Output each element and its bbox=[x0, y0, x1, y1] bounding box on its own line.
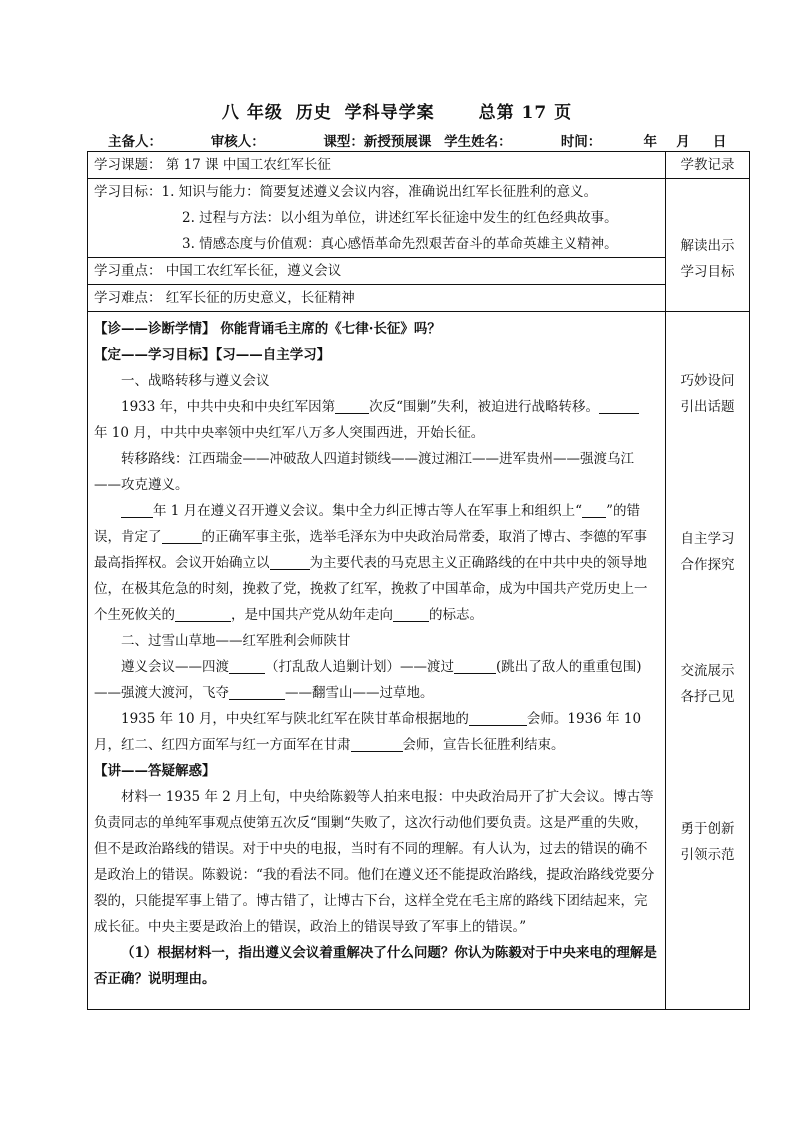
meta-line bbox=[108, 130, 727, 150]
text: 1935 年 10 月，中央红军与陕北红军在陕甘革命根据地的 bbox=[121, 711, 469, 727]
key-point-cell: 学习重点： 中国工农红军长征，遵义会议 bbox=[88, 258, 666, 285]
doc-type: 学科导学案 bbox=[344, 103, 435, 123]
objectives-label: 学习目标： bbox=[94, 184, 162, 200]
blank bbox=[393, 605, 429, 622]
blank bbox=[229, 683, 285, 700]
side-note-text: 交流展示 bbox=[680, 663, 735, 679]
section-1-title: 一、战略转移与遵义会议 bbox=[121, 373, 270, 389]
text: (跳出了敌人的重重包围)——强渡大渡河，飞夺 bbox=[94, 659, 642, 701]
side-note-text: 解读出示 bbox=[680, 238, 735, 254]
content-cell bbox=[88, 312, 666, 1010]
explain-heading: 【讲——答疑解惑】 bbox=[94, 763, 216, 779]
page-number: 总第 17 页 bbox=[478, 103, 573, 123]
text: 次反“围剿”失利，被迫进行战略转移。 bbox=[369, 399, 599, 415]
objectives-cell bbox=[88, 179, 666, 258]
blank bbox=[351, 735, 403, 752]
grade: 八 年级 bbox=[221, 103, 283, 123]
paragraph-1 bbox=[94, 394, 659, 420]
time-label: 时间： bbox=[560, 134, 602, 150]
blank bbox=[229, 657, 265, 674]
blank bbox=[599, 397, 639, 414]
blank bbox=[162, 527, 202, 544]
side-notes-column bbox=[666, 312, 750, 1010]
blank bbox=[121, 501, 153, 518]
route-paragraph: 转移路线：江西瑞金——冲破敌人四道封锁线——渡过湘江——进军贵州——强渡乌江——攻克遵义。 bbox=[94, 451, 634, 493]
worksheet-table bbox=[87, 151, 750, 1010]
blank bbox=[175, 605, 231, 622]
objective-3: 3. 情感态度与价值观：真心感悟革命先烈艰苦奋斗的革命英雄主义精神。 bbox=[182, 236, 618, 252]
lesson-type: 课型：新授预展课 bbox=[323, 134, 432, 150]
text: 为主要代表的马克思主义正确路线的在中共中央的领导地位，在极其危急的时刻，挽救了党，挽救了红军，挽救了中国革命，成为中国共产党历史上一个生死攸关的 bbox=[94, 555, 648, 623]
blank bbox=[469, 709, 527, 726]
document-title bbox=[0, 98, 794, 123]
section-2-title: 二、过雪山草地——红军胜利会师陕甘 bbox=[121, 633, 351, 649]
month-label: 月 bbox=[676, 134, 690, 150]
text: 的正确军事主张，选举毛泽东为中央政治局常委，取消了博古、李德的军事最高指挥权。会议开始确立以 bbox=[94, 529, 647, 571]
difficulty-cell: 学习难点： 红军长征的历史意义，长征精神 bbox=[88, 285, 666, 312]
topic-cell: 学习课题： 第 17 课 中国工农红军长征 bbox=[88, 152, 666, 179]
paragraph-1b: 年 10 月，中共中央率领中央红军八万多人突围西进，开始长征。 bbox=[94, 425, 485, 441]
define-heading: 【定——学习目标】【习——自主学习】 bbox=[94, 347, 331, 363]
diagnose-heading: 【诊——诊断学情】 你能背诵毛主席的《七律·长征》吗？ bbox=[94, 321, 441, 337]
text: 会师，宣告长征胜利结束。 bbox=[402, 737, 565, 753]
student-label: 学生姓名： bbox=[444, 134, 512, 150]
objective-1: 1. 知识与能力：简要复述遵义会议内容，准确说出红军长征胜利的意义。 bbox=[161, 184, 598, 200]
text: 遵义会议——四渡 bbox=[121, 659, 229, 675]
blank bbox=[270, 553, 310, 570]
paragraph-4 bbox=[94, 706, 659, 758]
host-label: 主备人： bbox=[108, 134, 162, 150]
reviewer-label: 审核人： bbox=[210, 134, 265, 150]
side-note-text: 自主学习 bbox=[680, 531, 735, 547]
text: ——翻雪山——过草地。 bbox=[285, 685, 434, 701]
text: ”的错误，肯定了 bbox=[94, 503, 640, 545]
text: 的标志。 bbox=[429, 607, 483, 623]
blank bbox=[335, 397, 369, 414]
side-header: 学教记录 bbox=[666, 152, 750, 179]
side-note-text: 引出话题 bbox=[680, 399, 735, 415]
question-1: （1）根据材料一，指出遵义会议着重解决了什么问题？你认为陈毅对于中央来电的理解是否正确？说明理由。 bbox=[94, 945, 657, 987]
text: 年 1 月在遵义召开遵义会议。集中全力纠正博古等人在军事上和组织上“ bbox=[153, 503, 583, 519]
text: ，是中国共产党从幼年走向 bbox=[231, 607, 393, 623]
text: 会师。1936 年 10 月，红二、红四方面军与红一方面军在甘肃 bbox=[94, 711, 642, 753]
text: （打乱敌人追剿计划）——渡过 bbox=[265, 659, 454, 675]
side-note-text: 各抒己见 bbox=[680, 689, 735, 705]
blank bbox=[454, 657, 496, 674]
year-label: 年 bbox=[643, 134, 658, 150]
side-note-text: 勇于创新 bbox=[680, 821, 735, 837]
side-note-text: 合作探究 bbox=[680, 557, 735, 573]
text: 1933 年，中共中央和中央红军因第 bbox=[121, 399, 336, 415]
paragraph-2 bbox=[94, 498, 659, 628]
subject: 历史 bbox=[295, 103, 332, 123]
objective-2: 2. 过程与方法：以小组为单位，讲述红军长征途中发生的红色经典故事。 bbox=[182, 210, 618, 226]
side-note-text: 学习目标 bbox=[680, 264, 735, 280]
side-note-text: 巧妙设问 bbox=[680, 373, 735, 389]
day-label: 日 bbox=[712, 134, 727, 150]
blank bbox=[582, 501, 606, 518]
side-note-text: 引领示范 bbox=[680, 847, 735, 863]
material-1: 材料一 1935 年 2 月上旬，中央给陈毅等人拍来电报：中央政治局开了扩大会议。博古等负责同志的单纯军事观点使第五次反“围剿“失败了，这次行动他们要负责。这是严重的失败，但不是政治路线的错误。对于中央的电报，当时有不同的理解。有人认为，过去的错误的确不是政治上的错误。陈毅说：“我的看法不同。他们在遵义还不能提政治路线，提政治路线党要分裂的，只能提军事上错了。博古错了，让博古下台，这样全党在毛主席的路线下团结起来，完成长征。中央主要是政治上的错误，政治上的错误导致了军事上的错误。” bbox=[94, 789, 655, 935]
side-note-objectives bbox=[666, 179, 750, 312]
paragraph-3 bbox=[94, 654, 659, 706]
